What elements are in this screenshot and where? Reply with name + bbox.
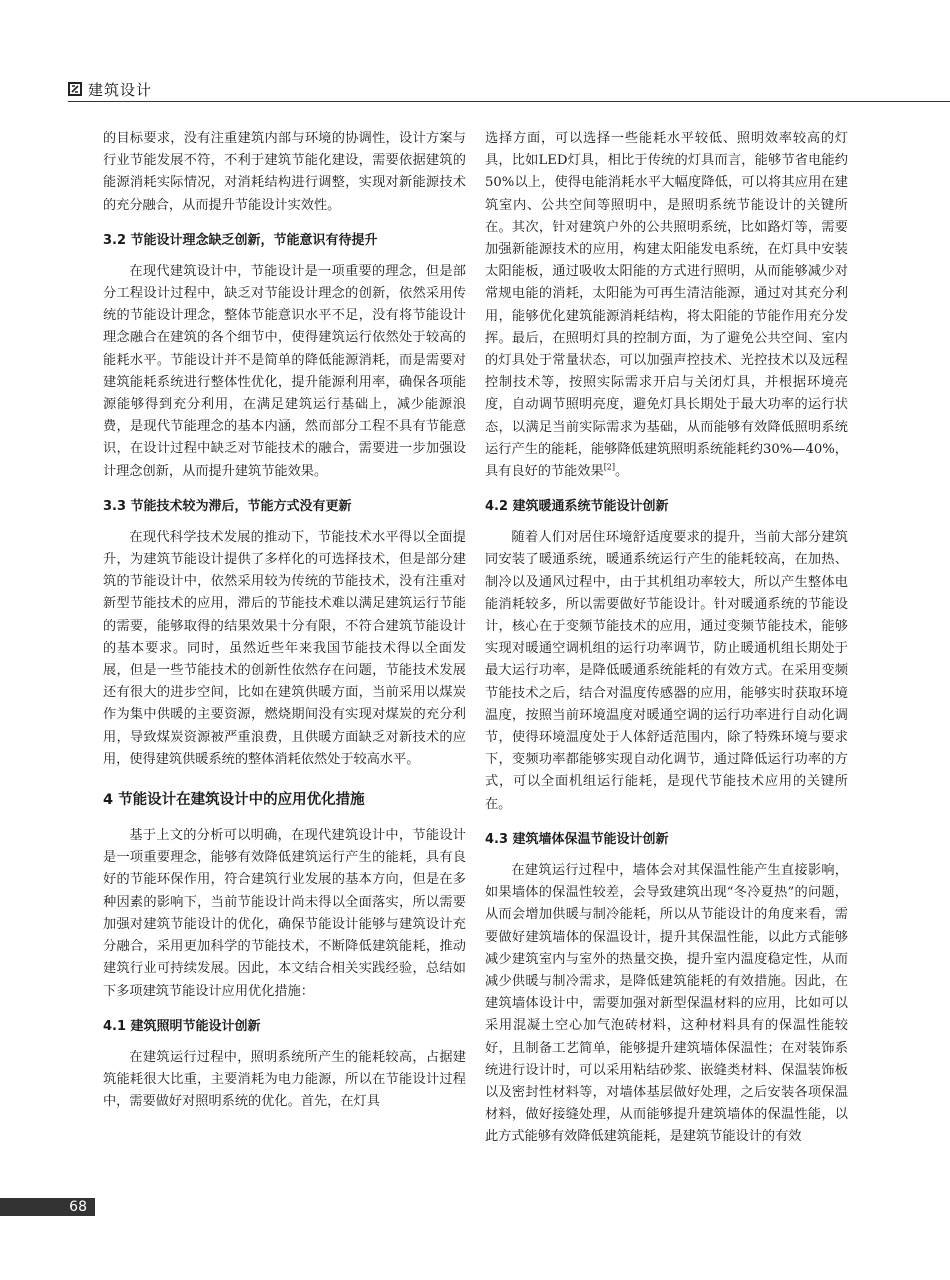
- paragraph: 随着人们对居住环境舒适度要求的提升，当前大部分建筑同安装了暖通系统，暖通系统运行产生的能耗较高，在加热、制冷以及通风过程中，由于其机组功率较大，所以产生整体电能消耗较多，所以需要做好节能设计。针对暖通系统的节能设计，核心在于变频节能技术的应用，通过变频节能技术，能够实现对暖通空调机组的运行功率调节，防止暖通机组长期处于最大运行功率，是降低暖通系统能耗的有效方式。在采用变频节能技术之后，结合对温度传感器的应用，能够实时获取环境温度，按照当前环境温度对暖通空调的运行功率进行自动化调节，使得环境温度处于人体舒适范围内，除了特殊环境与要求下，变频功率都能够实现自动化调节，通过降低运行功率的方式，可以全面机组运行能耗，是现代节能技术应用的关键所在。: [485, 530, 848, 812]
- section-title: 建筑设计: [88, 80, 153, 99]
- heading-4: 4 节能设计在建筑设计中的应用优化措施: [103, 792, 365, 809]
- paragraph: 的目标要求，没有注重建筑内部与环境的协调性，设计方案与行业节能发展不符，不利于建筑节能化建设，需要依据建筑的能源消耗实际情况，对消耗结构进行调整，实现对新能源技术的充分融合，从而提升节能设计实效性。: [103, 131, 466, 213]
- paragraph: 在现代建筑设计中，节能设计是一项重要的理念，但是部分工程设计过程中，缺乏对节能设计理念的创新，依然采用传统的节能设计理念，整体节能意识水平不足，没有将节能设计理念融合在建筑的各个细节中，使得建筑运行依然处于较高的能耗水平。节能设计并不是简单的降低能源消耗，而是需要对建筑能耗系统进行整体性优化，提升能源利用率，确保各项能源能够得到充分利用，在满足建筑运行基础上，减少能源浪费，是现代节能理念的基本内涵，然而部分工程不具有节能意识，在设计过程中缺乏对节能技术的融合，需要进一步加强设计理念创新，从而提升建筑节能效果。: [103, 263, 466, 479]
- paragraph-text: 选择方面，可以选择一些能耗水平较低、照明效率较高的灯具，比如LED灯具，相比于传统的灯具而言，能够节省电能约50%以上，使得电能消耗水平大幅度降低，可以将其应用在建筑室内、公共空间等照明中，是照明系统节能设计的关键所在。其次，针对建筑户外的公共照明系统，比如路灯等，需要加强新能源技术的应用，构建太阳能发电系统，在灯具中安装太阳能板，通过吸收太阳能的方式进行照明，从而能够减少对常规电能的消耗，太阳能为可再生清洁能源，通过对其充分利用，能够优化建筑能源消耗结构，将太阳能的节能作用充分发挥。最后，在照明灯具的控制方面，为了避免公共空间、室内的灯具处于常量状态，可以加强声控技术、光控技术以及远程控制技术等，按照实际需求开启与关闭灯具，并根据环境亮度，自动调节照明亮度，避免灯具长期处于最大功率的运行状态，以满足当前实际需求为基础，从而能够有效降低照明系统运行产生的能耗，能够降低建筑照明系统能耗约30%—40%，具有良好的节能效果: [485, 131, 848, 480]
- header-rule: [68, 101, 950, 102]
- paragraph: 在建筑运行过程中，照明系统所产生的能耗较高，占据建筑能耗很大比重，主要消耗为电力能源，所以在节能设计过程中，需要做好对照明系统的优化。首先，在灯具: [103, 1049, 466, 1110]
- paragraph: [485, 128, 848, 483]
- heading-3-2: 3.2 节能设计理念缺乏创新，节能意识有待提升: [103, 232, 378, 248]
- running-header: [68, 78, 950, 100]
- right-column: [485, 128, 848, 1149]
- heading-3-3: 3.3 节能技术较为滞后，节能方式没有更新: [103, 498, 352, 514]
- paragraph: 在建筑运行过程中，墙体会对其保温性能产生直接影响，如果墙体的保温性较差，会导致建筑出现“冬冷夏热”的问题，从而会增加供暖与制冷能耗，所以从节能设计的角度来看，需要做好建筑墙体的保温设计，提升其保温性能，以此方式能够减少建筑室内与室外的热量交换，提升室内温度稳定性，从而减少供暖与制冷需求，是降低建筑能耗的有效措施。因此，在建筑墙体设计中，需要加强对新型保温材料的应用，比如可以采用混凝土空心加气泡砖材料，这种材料具有的保温性能较好，且制备工艺简单，能够提升建筑墙体保温性；在对装饰系统进行设计时，可以采用粘结砂浆、嵌缝类材料、保温装饰板以及密封性材料等，对墙体基层做好处理，之后安装各项保温材料，做好接缝处理，从而能够提升建筑墙体的保温性能，以此方式能够有效降低建筑能耗，是建筑节能设计的有效: [485, 862, 848, 1145]
- left-column: [103, 128, 466, 1113]
- paragraph: 在现代科学技术发展的推动下，节能技术水平得以全面提升，为建筑节能设计提供了多样化的可选择技术，但是部分建筑的节能设计中，依然采用较为传统的节能技术，没有注重对新型节能技术的应用，滞后的节能技术难以满足建筑运行节能的需要，能够取得的结果效果十分有限，不符合建筑节能设计的基本要求。同时，虽然近些年来我国节能技术得以全面发展，但是一些节能技术的创新性依然存在问题，节能技术发展还有很大的进步空间，比如在建筑供暖方面，当前采用以煤炭作为集中供暖的主要资源，燃烧期间没有实现对煤炭的充分利用，导致煤炭资源被严重浪费，且供暖方面缺乏对新技术的应用，使得建筑供暖系统的整体消耗依然处于较高水平。: [103, 529, 466, 767]
- heading-4-3: 4.3 建筑墙体保温节能设计创新: [485, 831, 669, 847]
- page-number: 68: [0, 1198, 95, 1216]
- heading-4-1: 4.1 建筑照明节能设计创新: [103, 1018, 261, 1034]
- journal-logo-icon: [68, 82, 82, 96]
- paragraph: 基于上文的分析可以明确，在现代建筑设计中，节能设计是一项重要理念，能够有效降低建筑运行产生的能耗，具有良好的节能环保作用，符合建筑行业发展的基本方向，但是在多种因素的影响下，当前节能设计尚未得以全面落实，所以需要加强对建筑节能设计的优化，确保节能设计能够与建筑设计充分融合，采用更加科学的节能技术，不断降低建筑能耗，推动建筑行业可持续发展。因此，本文结合相关实践经验，总结如下多项建筑节能设计应用优化措施：: [103, 828, 466, 999]
- citation: [2]: [603, 462, 616, 472]
- paragraph-end: 。: [615, 464, 629, 480]
- heading-4-2: 4.2 建筑暖通系统节能设计创新: [485, 499, 669, 515]
